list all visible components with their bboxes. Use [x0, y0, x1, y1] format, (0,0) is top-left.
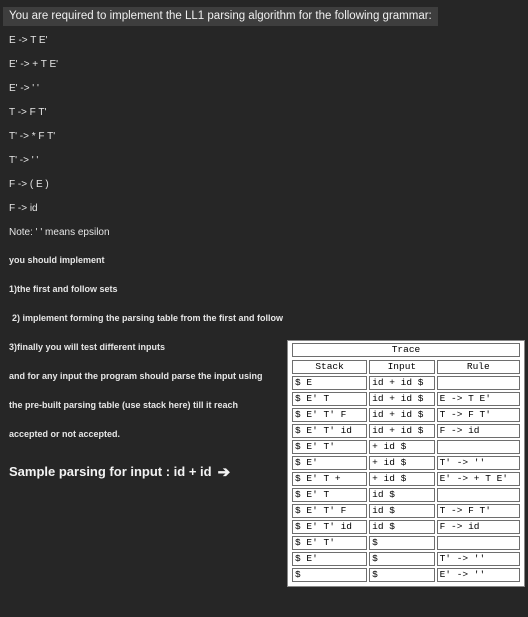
instruction-para-1: and for any input the program should parse the input using [9, 371, 263, 381]
stack-cell: $ E' [292, 552, 367, 566]
table-row [292, 392, 520, 406]
sample-heading [9, 463, 230, 481]
trace-header-row [292, 360, 520, 374]
rule-cell: T -> F T' [437, 504, 520, 518]
stack-cell: $ E' T' id [292, 424, 367, 438]
input-cell: + id $ [369, 472, 434, 486]
grammar-rule-7: F -> ( E ) [9, 179, 49, 190]
table-row [292, 424, 520, 438]
input-column-header: Input [369, 360, 434, 374]
input-cell: id + id $ [369, 408, 434, 422]
input-cell: $ [369, 536, 434, 550]
grammar-rule-6: T' -> ' ' [9, 155, 39, 166]
rule-cell: F -> id [437, 520, 520, 534]
grammar-rule-8: F -> id [9, 203, 38, 214]
stack-cell: $ E' [292, 456, 367, 470]
input-cell: id + id $ [369, 392, 434, 406]
rule-cell: T' -> '' [437, 456, 520, 470]
table-row [292, 456, 520, 470]
step-first-follow: 1)the first and follow sets [9, 284, 118, 294]
step-test-inputs: 3)finally you will test different inputs [9, 342, 166, 352]
rule-cell [437, 440, 520, 454]
table-row [292, 568, 520, 582]
table-row [292, 440, 520, 454]
table-row [292, 376, 520, 390]
input-cell: + id $ [369, 456, 434, 470]
stack-cell: $ E' T [292, 392, 367, 406]
trace-table [290, 358, 522, 584]
trace-table-panel [287, 340, 525, 587]
table-row [292, 504, 520, 518]
table-row [292, 472, 520, 486]
stack-cell: $ E [292, 376, 367, 390]
table-row [292, 552, 520, 566]
stack-cell: $ E' T' [292, 440, 367, 454]
grammar-rule-5: T' -> * F T' [9, 131, 56, 142]
rule-cell: F -> id [437, 424, 520, 438]
input-cell: id + id $ [369, 424, 434, 438]
grammar-rule-2: E' -> + T E' [9, 59, 59, 70]
input-cell: id $ [369, 488, 434, 502]
rule-cell: T -> F T' [437, 408, 520, 422]
arrow-right-icon: ➔ [217, 464, 231, 481]
implement-heading: you should implement [9, 255, 105, 265]
table-row [292, 520, 520, 534]
rule-cell [437, 376, 520, 390]
rule-cell: E' -> '' [437, 568, 520, 582]
input-cell: id $ [369, 520, 434, 534]
input-cell: $ [369, 552, 434, 566]
stack-cell: $ E' T + [292, 472, 367, 486]
stack-cell: $ E' T [292, 488, 367, 502]
grammar-rule-3: E' -> ' ' [9, 83, 39, 94]
input-cell: id + id $ [369, 376, 434, 390]
rule-cell: E -> T E' [437, 392, 520, 406]
table-row [292, 488, 520, 502]
rule-cell [437, 488, 520, 502]
stack-cell: $ E' T' id [292, 520, 367, 534]
stack-cell: $ E' T' F [292, 408, 367, 422]
grammar-rule-4: T -> F T' [9, 107, 47, 118]
stack-cell: $ E' T' F [292, 504, 367, 518]
table-row [292, 536, 520, 550]
rule-column-header: Rule [437, 360, 520, 374]
instruction-para-3: accepted or not accepted. [9, 429, 121, 439]
step-parsing-table: 2) implement forming the parsing table from the first and follow [12, 313, 284, 323]
stack-cell: $ E' T' [292, 536, 367, 550]
table-row [292, 408, 520, 422]
trace-caption: Trace [292, 343, 520, 357]
rule-cell: T' -> '' [437, 552, 520, 566]
rule-cell: E' -> + T E' [437, 472, 520, 486]
grammar-rule-1: E -> T E' [9, 35, 48, 46]
assignment-header: You are required to implement the LL1 parsing algorithm for the following grammar: [3, 7, 438, 26]
rule-cell [437, 536, 520, 550]
input-cell: $ [369, 568, 434, 582]
stack-cell: $ [292, 568, 367, 582]
instruction-para-2: the pre-built parsing table (use stack here) till it reach [9, 400, 239, 410]
input-cell: + id $ [369, 440, 434, 454]
stack-column-header: Stack [292, 360, 367, 374]
epsilon-note: Note: ' ' means epsilon [9, 227, 110, 238]
sample-label: Sample parsing for input : id + id [9, 464, 212, 479]
input-cell: id $ [369, 504, 434, 518]
